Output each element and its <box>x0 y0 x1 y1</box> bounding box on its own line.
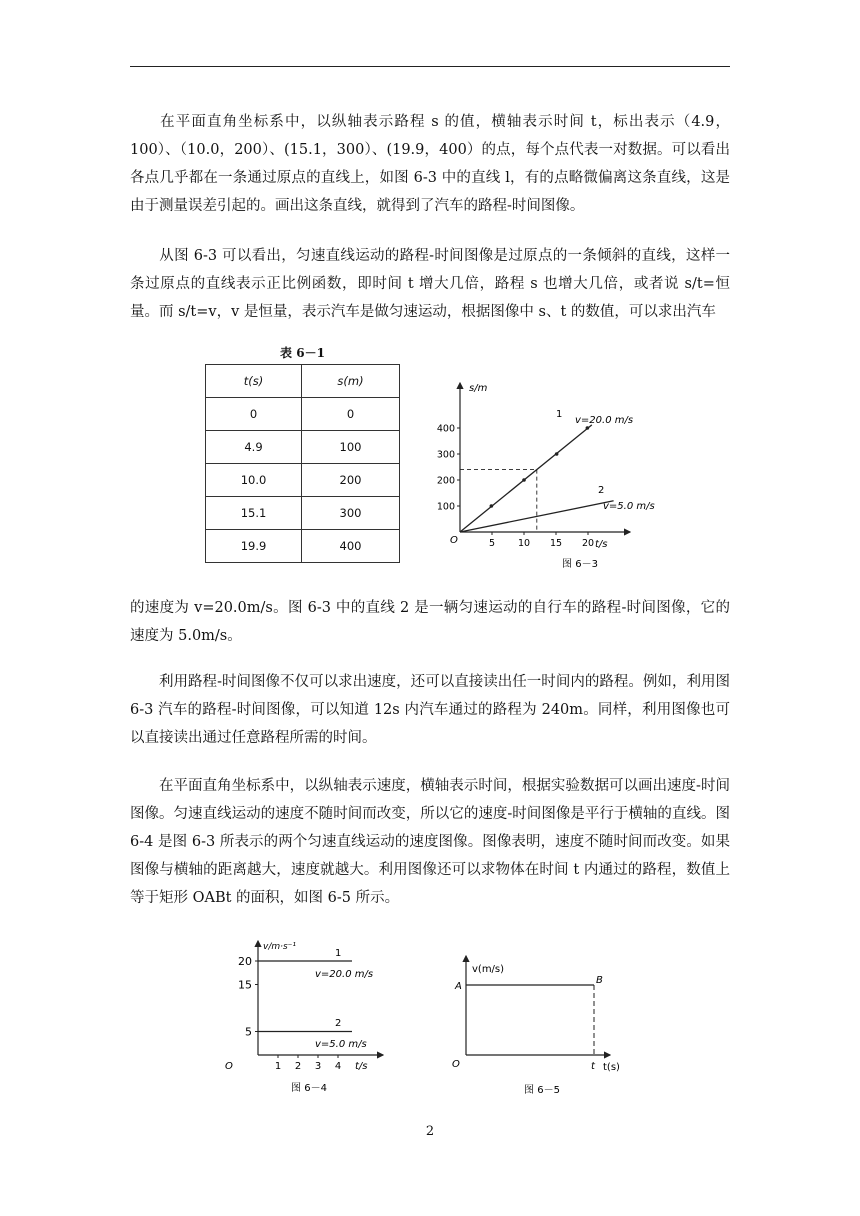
x-tick-label: 2 <box>294 1061 302 1072</box>
x-tick-label: 20 <box>581 538 595 549</box>
y-tick-label: 5 <box>245 1025 252 1039</box>
y-axis-label: v/m·s⁻¹ <box>263 942 297 952</box>
figure-6-3-distance-time-chart <box>425 375 675 575</box>
origin-label: O <box>452 1059 460 1070</box>
series-1-line <box>460 425 592 532</box>
x-tick-label: 3 <box>314 1061 322 1072</box>
cell-t: 0 <box>206 398 302 431</box>
paragraph-3: 的速度为 v=20.0m/s。图 6-3 中的直线 2 是一辆匀速运动的自行车的路程-时间图像，它的速度为 5.0m/s。 <box>130 600 730 644</box>
cell-t: 10.0 <box>206 464 302 497</box>
series-1-point <box>522 478 526 482</box>
x-tick-label: 5 <box>488 538 496 549</box>
y-tick-label: 200 <box>436 475 455 487</box>
series-1-point <box>555 452 559 456</box>
x-tick-label: 10 <box>517 538 531 549</box>
cell-s: 0 <box>301 398 399 431</box>
series-1-point <box>586 426 590 430</box>
figure-6-4-velocity-time-chart <box>225 935 400 1100</box>
header-distance: s(m) <box>301 365 399 398</box>
table-row <box>206 497 400 530</box>
origin-label: O <box>225 1061 233 1072</box>
line-1-number: 1 <box>335 948 342 959</box>
line-2-number: 2 <box>335 1018 342 1029</box>
table-header-row <box>206 365 400 398</box>
line-1-number: 1 <box>556 409 563 420</box>
figure-6-5-rectangle-area-diagram <box>440 950 620 1100</box>
figure-caption: 图 6－3 <box>562 559 598 570</box>
cell-s: 200 <box>301 464 399 497</box>
y-tick-label: 300 <box>436 449 455 461</box>
cell-t: 4.9 <box>206 431 302 464</box>
data-table <box>205 364 400 563</box>
x-axis-label: t(s) <box>603 1062 620 1073</box>
point-t-label: t <box>591 1061 595 1072</box>
y-tick-label: 100 <box>436 501 455 513</box>
x-axis-label: t/s <box>595 539 608 550</box>
x-tick-label: 15 <box>549 538 563 549</box>
paragraph-2: 从图 6-3 可以看出，匀速直线运动的路程-时间图像是过原点的一条倾斜的直线，这样一条过原点的直线表示正比例函数，即时间 t 增大几倍，路程 s 也增大几倍，或者说 s/t=恒量。而 s/t=v，v 是恒量，表示汽车是做匀速运动，根据图像中 s、t 的数值，可以求出汽车 <box>130 248 730 320</box>
table-row <box>206 464 400 497</box>
y-tick-label: 20 <box>238 955 252 968</box>
cell-s: 100 <box>301 431 399 464</box>
x-tick-label: 1 <box>274 1061 282 1072</box>
x-axis-label: t/s <box>355 1061 368 1072</box>
paragraph-4: 利用路程-时间图像不仅可以求出速度，还可以直接读出任一时间内的路程。例如，利用图 6-3 汽车的路程-时间图像，可以知道 12s 内汽车通过的路程为 240m。同样，利用图像也可以直接读出通过任意路程所需的时间。 <box>130 674 730 746</box>
line-2-number: 2 <box>598 485 605 496</box>
cell-t: 19.9 <box>206 530 302 563</box>
table-row <box>206 431 400 464</box>
paragraph-5: 在平面直角坐标系中，以纵轴表示速度，横轴表示时间，根据实验数据可以画出速度-时间图像。匀速直线运动的速度不随时间而改变，所以它的速度-时间图像是平行于横轴的直线。图 6-4 是图 6-3 所表示的两个匀速直线运动的速度图像。图像表明，速度不随时间而改变。如果图像与横轴的距离越大，速度就越大。利用图像还可以求物体在时间 t 内通过的路程，数值上等于矩形 OABt 的面积，如图 6-5 所示。 <box>130 778 730 906</box>
line-1-label: v=20.0 m/s <box>315 969 374 980</box>
y-tick-label: 15 <box>238 978 252 992</box>
table-row <box>206 530 400 563</box>
header-time: t(s) <box>206 365 302 398</box>
table-6-1 <box>205 342 400 563</box>
line-2-label: v=5.0 m/s <box>603 501 655 512</box>
paragraph-1: 在平面直角坐标系中，以纵轴表示路程 s 的值，横轴表示时间 t，标出表示（4.9，100）、（10.0，200）、(15.1，300）、(19.9，400）的点，每个点代表一对数据。可以看出各点几乎都在一条通过原点的直线上，如图 6-3 中的直线 l，有的点略微偏离这条直线，这是由于测量误差引起的。画出这条直线，就得到了汽车的路程-时间图像。 <box>130 114 730 214</box>
figure-caption: 图 6－4 <box>291 1083 327 1094</box>
header-rule <box>130 66 730 67</box>
page-number: 2 <box>425 1124 435 1139</box>
table-caption: 表 6－1 <box>280 346 325 360</box>
y-axis-label: s/m <box>469 383 488 394</box>
x-tick-label: 4 <box>334 1061 342 1072</box>
cell-t: 15.1 <box>206 497 302 530</box>
line-2-label: v=5.0 m/s <box>315 1039 367 1050</box>
cell-s: 400 <box>301 530 399 563</box>
y-axis-label: v(m/s) <box>472 964 505 975</box>
point-b-label: B <box>596 975 603 986</box>
y-tick-label: 400 <box>436 423 455 435</box>
line-1-label: v=20.0 m/s <box>575 415 634 426</box>
cell-s: 300 <box>301 497 399 530</box>
series-1-point <box>490 504 494 508</box>
point-a-label: A <box>455 981 462 992</box>
figure-caption: 图 6－5 <box>524 1085 560 1096</box>
table-row <box>206 398 400 431</box>
origin-label: O <box>450 535 458 546</box>
